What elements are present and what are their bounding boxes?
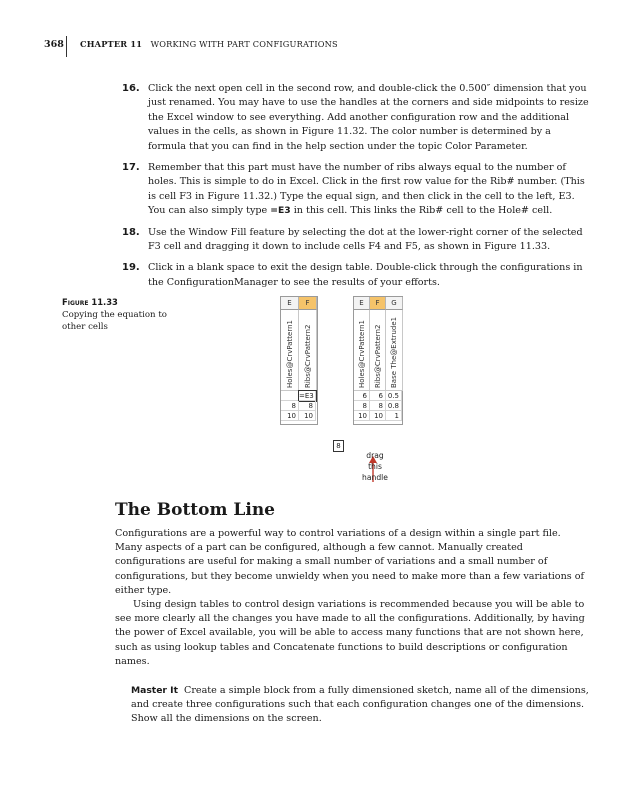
figure-label: Figure 11.33 [62,297,118,307]
numbered-steps [112,82,590,297]
step-number: 19. [122,262,140,274]
header-cell: Ribs@CrvPattern2 [370,310,386,391]
column-header: F [299,297,317,310]
step-text-b: in this cell. This links the Rib# cell to the Hole# cell. [290,205,553,217]
chapter-title [80,39,338,49]
grid-cell: 10 [354,411,370,421]
step-text: Use the Window Fill feature by selecting the dot at the lower-right corner of the selected F3 cell and dragging it down to include cells F4 and F5, as shown in Figure 11.33. [148,226,583,253]
grid-cell: 1 [386,411,402,421]
annotation-line: drag [366,451,384,460]
step-19 [112,261,590,290]
header-cell: Holes@CrvPattern1 [281,310,299,391]
annotation-line: this [368,462,382,471]
master-it-text: Create a simple block from a fully dimensioned sketch, name all of the dimensions, and create three configurations such that each configuration changes one of the dimensions. Show all the dimensions on the screen. [131,685,589,725]
grid-cell: 8 [354,401,370,411]
master-it-label: Master It [131,685,178,696]
paragraph: Configurations are a powerful way to control variations of a design within a single part file. Many aspects of a part can be configured, although a few cannot. Manually created configurations are useful for making a small number of variations and a small number of configurations, but they become unwieldy when you need to make more than a few variations of either type. [115,528,585,596]
running-header [0,36,636,58]
column-header: G [386,297,403,310]
step-number: 18. [122,226,140,238]
fill-handle-cell: 8 [333,440,344,452]
figure-spreadsheet [280,296,415,486]
grid-cell: 6 [370,391,386,401]
column-header: F [370,297,386,310]
step-text-a: Remember that this part must have the number of ribs always equal to the number of holes. This is simple to do in Excel. Click in the first row value for the Rib# number. (This is cell F3 in Figure 11.32.) Type the equal sign, and then click in the cell to the left, E3. You can also simply type [148,162,585,217]
annotation-line: handle [362,473,388,482]
step-text [148,161,590,219]
grid-cell-selected: =E3 [299,391,316,401]
section-heading: The Bottom Line [115,500,275,520]
step-18 [112,226,590,255]
grid-cell [281,391,299,401]
right-spreadsheet [353,296,403,425]
drag-annotation [340,450,410,483]
grid-cell: 0.5 [386,391,402,401]
column-header: E [354,297,370,310]
grid-cell: 10 [370,411,386,421]
step-17 [112,161,590,219]
step-16 [112,82,590,154]
header-cell: Ribs@CrvPattern2 [299,310,317,391]
grid-cell: 6 [354,391,370,401]
step-number: 17. [122,162,140,174]
step-number: 16. [122,83,140,94]
grid-cell: 8 [281,401,299,411]
column-header: E [281,297,299,310]
formula-text: =E3 [270,205,291,217]
figure-caption-text: Copying the equation to other cells [62,309,167,332]
grid-cell: 0.8 [386,401,402,411]
figure-caption [62,296,192,334]
header-cell: Base The@Extrude1 [386,310,403,391]
master-it-exercise [131,684,589,727]
chapter-name: WORKING WITH PART CONFIGURATIONS [150,39,338,49]
header-divider [66,36,67,57]
step-text: Click the next open cell in the second row, and double-click the 0.500″ dimension that you just renamed. You may have to use the handles at the corners and side midpoints to resize the Excel window to see everything. Add another configuration row and the additional values in the cells, as shown in Figure 11.32. The color number is determined by a formula that you can find in the help section under the topic Color Parameter. [148,83,589,152]
grid-cell: 10 [281,411,299,421]
chapter-label: CHAPTER 11 [80,39,143,49]
section-body [115,527,589,669]
paragraph: Using design tables to control design variations is recommended because you will be able to see more clearly all the changes you have made to all the configurations. Additionally, by having the power of Excel available, you will be able to access many functions that are not shown here, such as using lookup tables and Concatenate functions to build descriptions or configuration names. [115,599,585,667]
header-cell: Holes@CrvPattern1 [354,310,370,391]
left-spreadsheet [280,296,318,425]
grid-cell: 8 [299,401,316,411]
page-number: 368 [44,39,64,50]
step-text: Click in a blank space to exit the design table. Double-click through the configurations in the ConfigurationManager to see the results of your efforts. [148,262,583,288]
grid-cell: 8 [370,401,386,411]
grid-cell: 10 [299,411,316,421]
